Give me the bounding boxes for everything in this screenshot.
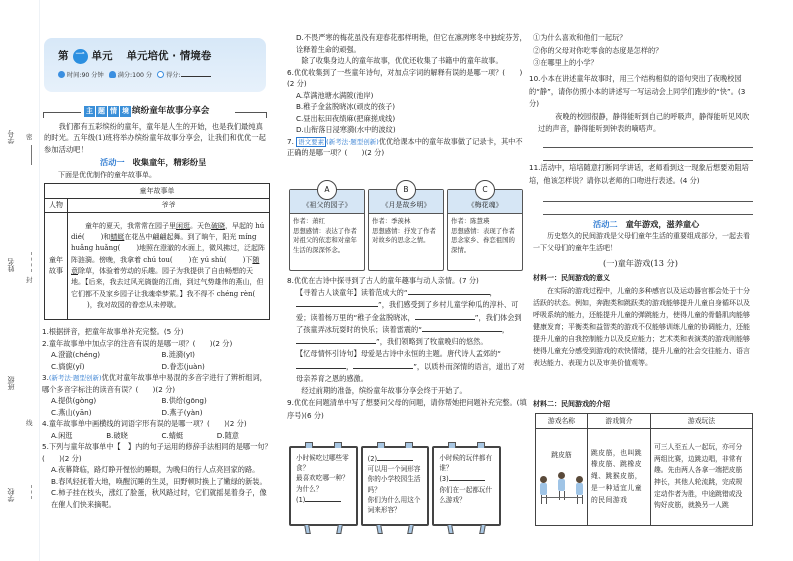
poem-blank-1[interactable] [408, 287, 490, 295]
story-table [44, 183, 270, 320]
binding-margin [0, 0, 40, 561]
poem-blank-3[interactable] [415, 312, 475, 320]
question-3: 3.(新考法·题型创新)优优对童年故事单中易混的多音字进行了辨析组词，哪个多音字标注的读音有误？( )(2 分) [42, 373, 267, 394]
game-intro-cell: 跳皮筋，也叫跳橡皮筋、跳橡皮绳、跳猴皮筋，是一种适宜儿童的民间游戏 [588, 429, 651, 526]
option-b[interactable]: B.涟漪(yī) [161, 350, 195, 360]
table-row [536, 429, 753, 526]
question-10: 10.小本在讲述童年故事时，用三个结构相似的语句突出了夜晚校园的“静”，请你仿照小本的讲述写一写运动会上同学们跑步的“快”。(3 分) 夜晚的校园很静，静得能听到自己的呼吸声，静得能听见风吹过的声音，静得能听到钟表的嘀嗒声。 [529, 73, 755, 136]
jump-rope-illustration [540, 468, 584, 504]
question-3-options [42, 395, 272, 418]
column-2 [285, 0, 527, 561]
option-a[interactable]: A.夜幕降临，路灯睁开惺忪的睡眼，为晚归的行人点亮回家的路。 [51, 465, 260, 475]
choice-2: ②你的父母对你吃零食的态度是怎样的？ [533, 45, 663, 55]
option-a[interactable]: A.提供(gòng) [51, 396, 97, 406]
record-card-a[interactable]: A 《祖父的园子》 作者：萧红 思想感情：表达了作者对祖父的依恋和对童年生活的深深怀念。 [289, 189, 365, 271]
question-6: 6.优优收集到了一些童年诗句，对加点字词的解释有误的是哪一项？( )(2 分) [287, 67, 523, 89]
activity-2-intro: 历史悠久的民间游戏是父母们童年生活的重要组成部分，一起去看一下父母们的童年生活吧！ [533, 232, 750, 252]
seal-mark-mi: 密 [26, 133, 33, 141]
question-7: 7. 语文要素 (新考法·题型创新)优优给课本中的童年故事做了记录卡，其中不正确的是哪一项？( )(2 分) [287, 136, 523, 158]
theme-intro: 我们都有五彩缤纷的童年，童年是人生的开始，也是我们最纯真的时光。五年级(1)班将举办缤纷童年故事分享会，让我们和优优一起参加活动吧！ [44, 122, 266, 154]
option-a[interactable]: A.澄澈(chéng) [51, 350, 101, 360]
question-2: 2.童年故事单中加点字的注音有误的是哪一项？( )(2 分) [42, 338, 233, 348]
school-label: 学校 [7, 488, 15, 502]
record-cards [289, 185, 523, 271]
activity-1-lead: 下面是优优制作的童年故事单。 [58, 171, 156, 179]
option-d[interactable]: D.随意 [216, 430, 239, 440]
question-boards [289, 446, 501, 526]
unit-number-badge: 一 [73, 49, 88, 64]
col-header-intro: 游戏简介 [588, 414, 651, 429]
col-header-rules: 游戏玩法 [651, 414, 753, 429]
option-b[interactable]: B.破晓 [106, 430, 128, 440]
full-score-info: 满分:100 分 [109, 71, 152, 81]
theme-banner [40, 104, 270, 120]
board-blank-1[interactable] [305, 494, 341, 502]
material-1-text: 在实际的游戏过程中，儿童的多种感官以及运动器官都会处于十分活跃的状态。例如，奔跑类和跳跃类的游戏能够提升儿童自身循环以及呼吸系统的能力，还能提升儿童的弹跳能力，使得儿童的骨骼肌肉能够健康发育；平衡类和益智类的游戏不仅能够训练儿童的协调能力，还能提升儿童的自我控制能力以及反应能力；艺术类和表演类的游戏则能够使得儿童充分感受到游戏的欢快情绪，提升儿童的社会交往能力、语言表达能力、表现力以及审美价值观等。 [533, 287, 750, 368]
transition-text-2: 经过前期的准备，缤纷童年故事分享会终于开始了。 [301, 386, 467, 396]
character-label: 人物 [45, 199, 68, 213]
transition-text: 除了收集身边人的童年故事，优优还收集了书籍中的童年故事。 [301, 56, 503, 66]
column-1 [40, 0, 272, 561]
question-4-options [42, 430, 272, 442]
material-1-title: 材料一：民间游戏的意义 [533, 274, 610, 282]
question-board-2: (2) 可以用一个词形容你的小学校园生活吗？ 你们为什么用这个词来形容？ [361, 446, 430, 526]
choice-1: ①为什么喜欢和他们一起玩？ [533, 33, 627, 42]
option-d[interactable]: D.不畏严寒的梅花虽没有迎春花那样明艳，但它在凛冽寒冬中独绽芬芳，诠释着生命的顽强。 [296, 33, 527, 54]
column-3 [529, 0, 783, 561]
record-card-b[interactable]: B 《月是故乡明》 作者：季羡林 思想感情：抒发了作者对故乡的思念之情。 [368, 189, 444, 271]
card-title: 《梅花魂》 [448, 190, 522, 214]
banner-rule [43, 112, 81, 113]
exam-meta [58, 70, 211, 81]
theme-title: 缤纷童年故事分享会 [132, 106, 210, 116]
class-label: 班级 [7, 376, 15, 390]
student-id-label: 学号 [7, 130, 15, 144]
question-9-choices [533, 32, 755, 70]
binding-line [31, 145, 32, 165]
story-text: 童年的夏天，我常常在园子里闲逛。天色破晓，早起的 hú dié( )和蜻蜓在花丛中翩翩起舞。到了晌午，阳光 míng huǎng huǎng( )地照在澄澈的水面上，微风拂过，泛起阵阵涟漪。傍晚，我拿着 chú tou( )在 yú shù( )下随意除草，体验着劳动的乐趣。园子为我提供了自由畅想的天地。【后来，我去过风光旖旎的江南，到过气势雄伟的燕山，但它们都不及家乡园子让我魂牵梦萦。】我不得不 chéng rèn()，我对故园的眷恋从未停歇。 [68, 212, 270, 319]
option-c[interactable]: C.昼出耘田夜绩麻(把麻搓成线) [296, 113, 396, 123]
option-b[interactable]: B.稚子金盆脱晓冰(顽皮的孩子) [296, 102, 396, 112]
theme-tag: 主 题 情 境 [86, 107, 129, 116]
choice-3: ③在哪里上的小学？ [533, 58, 598, 68]
example-sentence: 夜晚的校园很静，静得能听到自己的呼吸声，静得能听见风吹过的声音，静得能听到钟表的嘀嗒声。 [538, 111, 750, 134]
question-5: 5.下列与童年故事单中【 】内的句子运用的修辞手法相同的是哪一句？( )(2 分) [42, 442, 272, 463]
name-label: 姓名 [7, 258, 15, 272]
unit-title [58, 48, 211, 64]
activity-1-title: 活动一 收集童年，精彩纷呈 [100, 157, 207, 167]
question-11: 11.活动中，培培随意打断同学讲话，老师看到这一现象后想要劝阻培培，他该怎样说？请你以老师的口吻进行表述。(4 分) [529, 163, 749, 185]
option-a[interactable]: A.闲逛 [51, 430, 73, 440]
poem-blank-2[interactable] [296, 299, 378, 307]
option-c[interactable]: C.旖旎(yǐ) [51, 361, 85, 371]
option-a[interactable]: A.草满池塘水满陂(池岸) [296, 90, 374, 100]
board-blank-3[interactable] [449, 473, 485, 481]
poem-blank-4[interactable] [422, 324, 502, 332]
game-rules-cell: 可三人至五人一起玩，亦可分两组比赛，边跳边唱，非常有趣。先由两人各拿一端把皮筋抻长，其他人轮流跳，完成规定动作者为胜，中途跳错或没钩好皮筋，就换另一人跳 [651, 429, 753, 526]
question-9: 9.优优在问题清单中写了想要问父母的问题，请你帮她把问题补充完整。(填序号)(6 分) [287, 398, 527, 420]
clock-icon [58, 71, 65, 78]
target-icon [157, 71, 164, 78]
person-icon [109, 71, 116, 78]
time-info: 时间:90 分钟 [58, 71, 104, 81]
option-c[interactable]: C.燕山(yān) [51, 407, 92, 417]
binding-dash [31, 485, 32, 499]
option-c[interactable]: C.蜻蜓 [161, 430, 184, 440]
question-8: 8.优优在古诗中探寻到了古人的童年趣事与动人亲情。(7 分) 【寻着古人谈童年】读着范成大的“ ，”，我们感受到了乡村儿童学种瓜的淳朴、可爱；读着杨万里的“稚子金盆脱晓冰， ”，我们体会到了孩童弄冰玩耍时的快乐；读着雷震的“ ，”，我们领略到了牧童晚归的悠然。 【忆母情怀引诗句】母爱是古诗中永恒的主题。唐代诗人孟郊的“， ”，以质朴而深情的语言，道出了对母亲养育之恩的感激。 经过前期的准备，缤纷童年故事分享会终于开始了。 9.优优在问题清单中写了想要问父母的问题，请你帮她把问题补充完整。(填序号)(6 分) [287, 275, 527, 422]
poem-blank-7[interactable] [353, 361, 413, 369]
score-field[interactable]: 得分: [157, 70, 210, 81]
seal-mark-xian: 线 [26, 419, 33, 427]
option-d[interactable]: D.眷恋(juàn) [161, 361, 205, 371]
card-letter: A [317, 180, 337, 200]
unit-header [44, 38, 266, 92]
col-header-name: 游戏名称 [536, 414, 588, 429]
question-5-continued [287, 32, 527, 159]
answer-line-q10-1[interactable] [543, 147, 753, 148]
unit-suffix: 单元 [91, 50, 113, 62]
score-blank[interactable] [181, 70, 211, 77]
card-title: 《月是故乡明》 [369, 190, 443, 214]
answer-line-q10-2[interactable] [543, 160, 753, 161]
question-board-1: 小时候吃过哪些零食？ 最喜欢吃哪一种？为什么？ (1) [289, 446, 358, 526]
option-b[interactable]: B.供给(gōng) [161, 396, 207, 406]
banner-rule [235, 112, 267, 113]
character-value: 爷爷 [68, 199, 270, 213]
exam-title: 单元培优 · 情境卷 [126, 50, 212, 62]
question-1: 1.根据拼音，把童年故事单补充完整。(5 分) [42, 327, 184, 336]
seal-mark-feng: 封 [26, 276, 33, 284]
card-letter: C [475, 180, 495, 200]
option-b[interactable]: B.春风轻抚着大地，唤醒沉睡的生灵，田野顿时换上了嫩绿的新装。 [51, 476, 267, 486]
story-label: 童年故事 [45, 212, 68, 319]
option-d[interactable]: D.山衔落日浸寒漪(水中的波纹) [296, 125, 396, 135]
game-name-cell: 跳皮筋 [536, 429, 588, 526]
activity-2-title: 活动二 童年游戏，滋养童心 [593, 219, 700, 229]
card-title: 《祖父的园子》 [290, 190, 364, 214]
games-table [535, 413, 753, 526]
unit-prefix: 第 [58, 50, 69, 62]
option-c[interactable]: C.柿子挂在枝头，涨红了脸蛋，秋风路过时，它们就摇晃着身子，像在催人们快来摘呢。 [51, 488, 267, 509]
question-4: 4.童年故事单中画横线的词语字形有误的是哪一项？( )(2 分) [42, 419, 247, 429]
poem-blank-5[interactable] [296, 336, 376, 344]
story-table-caption: 童年故事单 [45, 184, 270, 199]
card-letter: B [396, 180, 416, 200]
board-blank-2[interactable] [377, 453, 413, 461]
record-card-c[interactable]: C 《梅花魂》 作者：陈慧瑛 思想感情：表现了作者思念家乡、眷恋祖国的深情。 [447, 189, 523, 271]
material-2-title: 材料二：民间游戏的介绍 [533, 400, 610, 408]
binding-dash [31, 252, 32, 272]
poem-blank-6[interactable] [296, 361, 346, 369]
section-title: (一)童年游戏(13 分) [603, 258, 678, 268]
answer-line-q11-1[interactable] [543, 201, 753, 202]
answer-line-q11-2[interactable] [543, 214, 753, 215]
option-d[interactable]: D.燕子(yàn) [161, 407, 203, 417]
questions-1-5 [42, 326, 272, 510]
question-2-options [42, 349, 272, 372]
question-board-3: 小时候的玩伴都有谁？ (3) 你们在一起都玩什么游戏？ [432, 446, 501, 526]
